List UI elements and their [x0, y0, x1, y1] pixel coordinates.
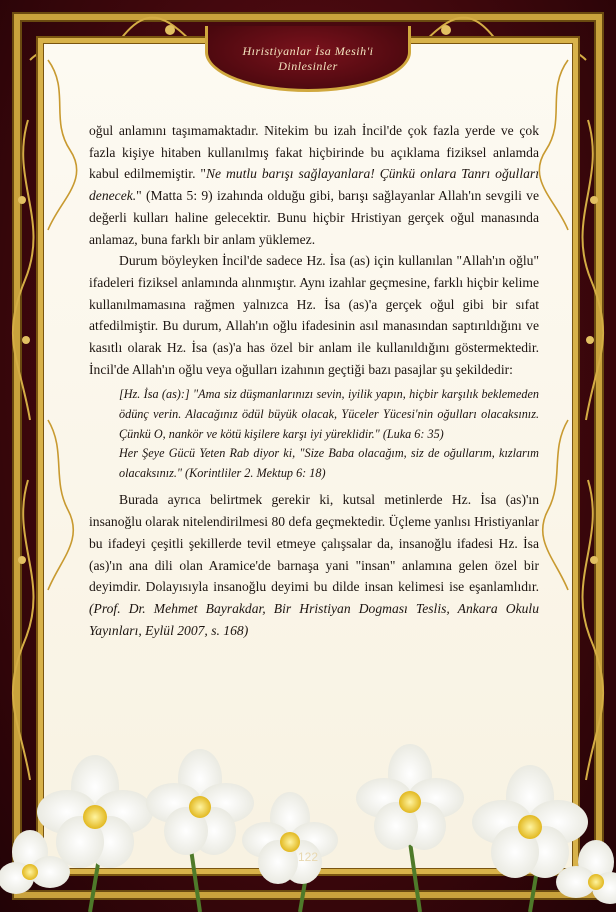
body-text	[89, 120, 539, 641]
paragraph-3-text: Burada ayrıca belirtmek gerekir ki, kutsal metinlerde Hz. İsa (as)'ın insanoğlu olarak nitelendirilmesi 80 defa geçmektedir. Üçleme yanlısı Hristiyanlar bu ifadeyi çeşitli şekillerde tevil etmeye çalışsalar da, insanoğlu ifadesi Hz. İsa (as)'ın ana dili olan Aramice'de barnaşa yani "insan" anlamına gelen özel bir deyimdir. Dolayısıyla insanoğlu deyimi bu dilde insan kelimesi ise eşanlamlıdır.	[89, 492, 539, 595]
paragraph-1-citation-italic: Ne mutlu barışı sağlayanlara! Çünkü onlara Tanrı oğulları denecek.	[89, 166, 539, 204]
page-number: 122	[297, 850, 319, 864]
paragraph-3	[89, 489, 539, 641]
scripture-quote-1: [Hz. İsa (as):] "Ama siz düşmanlarınızı sevin, iyilik yapın, hiçbir karşılık beklemeden ödünç verin. Alacağınız ödül büyük olacak, Yüceler Yücesi'nin oğulları olacaksınız. Çünkü O, nankör ve kötü kişilere karşı iyi yüreklidir." (Luka 6: 35)	[119, 387, 539, 441]
running-header	[205, 44, 411, 74]
paragraph-1-start: oğul anlamını taşımamaktadır. Nitekim bu izah İncil'de çok fazla yerde ve çok fazla kişiye hitaben kullanılmış fakat hiçbirinde bu açıklama fiziksel anlamda kabul edilmemiştir. "	[89, 123, 539, 182]
white-flowers-decoration	[0, 732, 616, 912]
scripture-quote-2: Her Şeye Gücü Yeten Rab diyor ki, "Size Baba olacağım, siz de oğullarım, kızlarım olacaksınız." (Korintliler 2. Mektup 6: 18)	[119, 446, 539, 480]
paragraph-3-reference: (Prof. Dr. Mehmet Bayrakdar, Bir Hristiyan Dogması Teslis, Ankara Okulu Yayınları, Eylül 2007, s. 168)	[89, 600, 539, 638]
paragraph-1-end: " (Matta 5: 9) izahında olduğu gibi, barışı sağlayanlar Allah'ın sevgili ve değerli kulları haline gelecektir. Bunu hiçbir Hristiyan gerçek oğul manasında anlamaz, buna farklı bir anlam yüklemez.	[89, 188, 539, 247]
paragraph-1	[89, 120, 539, 250]
header-title-line1: Hıristiyanlar İsa Mesih'i	[242, 44, 374, 58]
paragraph-2: Durum böyleyken İncil'de sadece Hz. İsa (as) için kullanılan "Allah'ın oğlu" ifadeleri fiziksel anlamında alınmıştır. Aynı izahlar geçmesine, farklı hiçbir kelime kullanılmamasına rağmen yalnızca Hz. İsa (as)'a gerçek oğul gibi bir sıfat atfedilmiştir. Bu durum, Allah'ın oğlu ifadesinin asıl manasından saptırıldığını ve kasıtlı olarak Hz. İsa (as)'a has özel bir anlam ile kullanıldığını göstermektedir. İncil'de Allah'ın oğlu veya oğulları izahının geçtiği bazı pasajlar şu şekildedir:	[89, 253, 539, 377]
header-title-line2: Dinlesinler	[278, 59, 338, 73]
